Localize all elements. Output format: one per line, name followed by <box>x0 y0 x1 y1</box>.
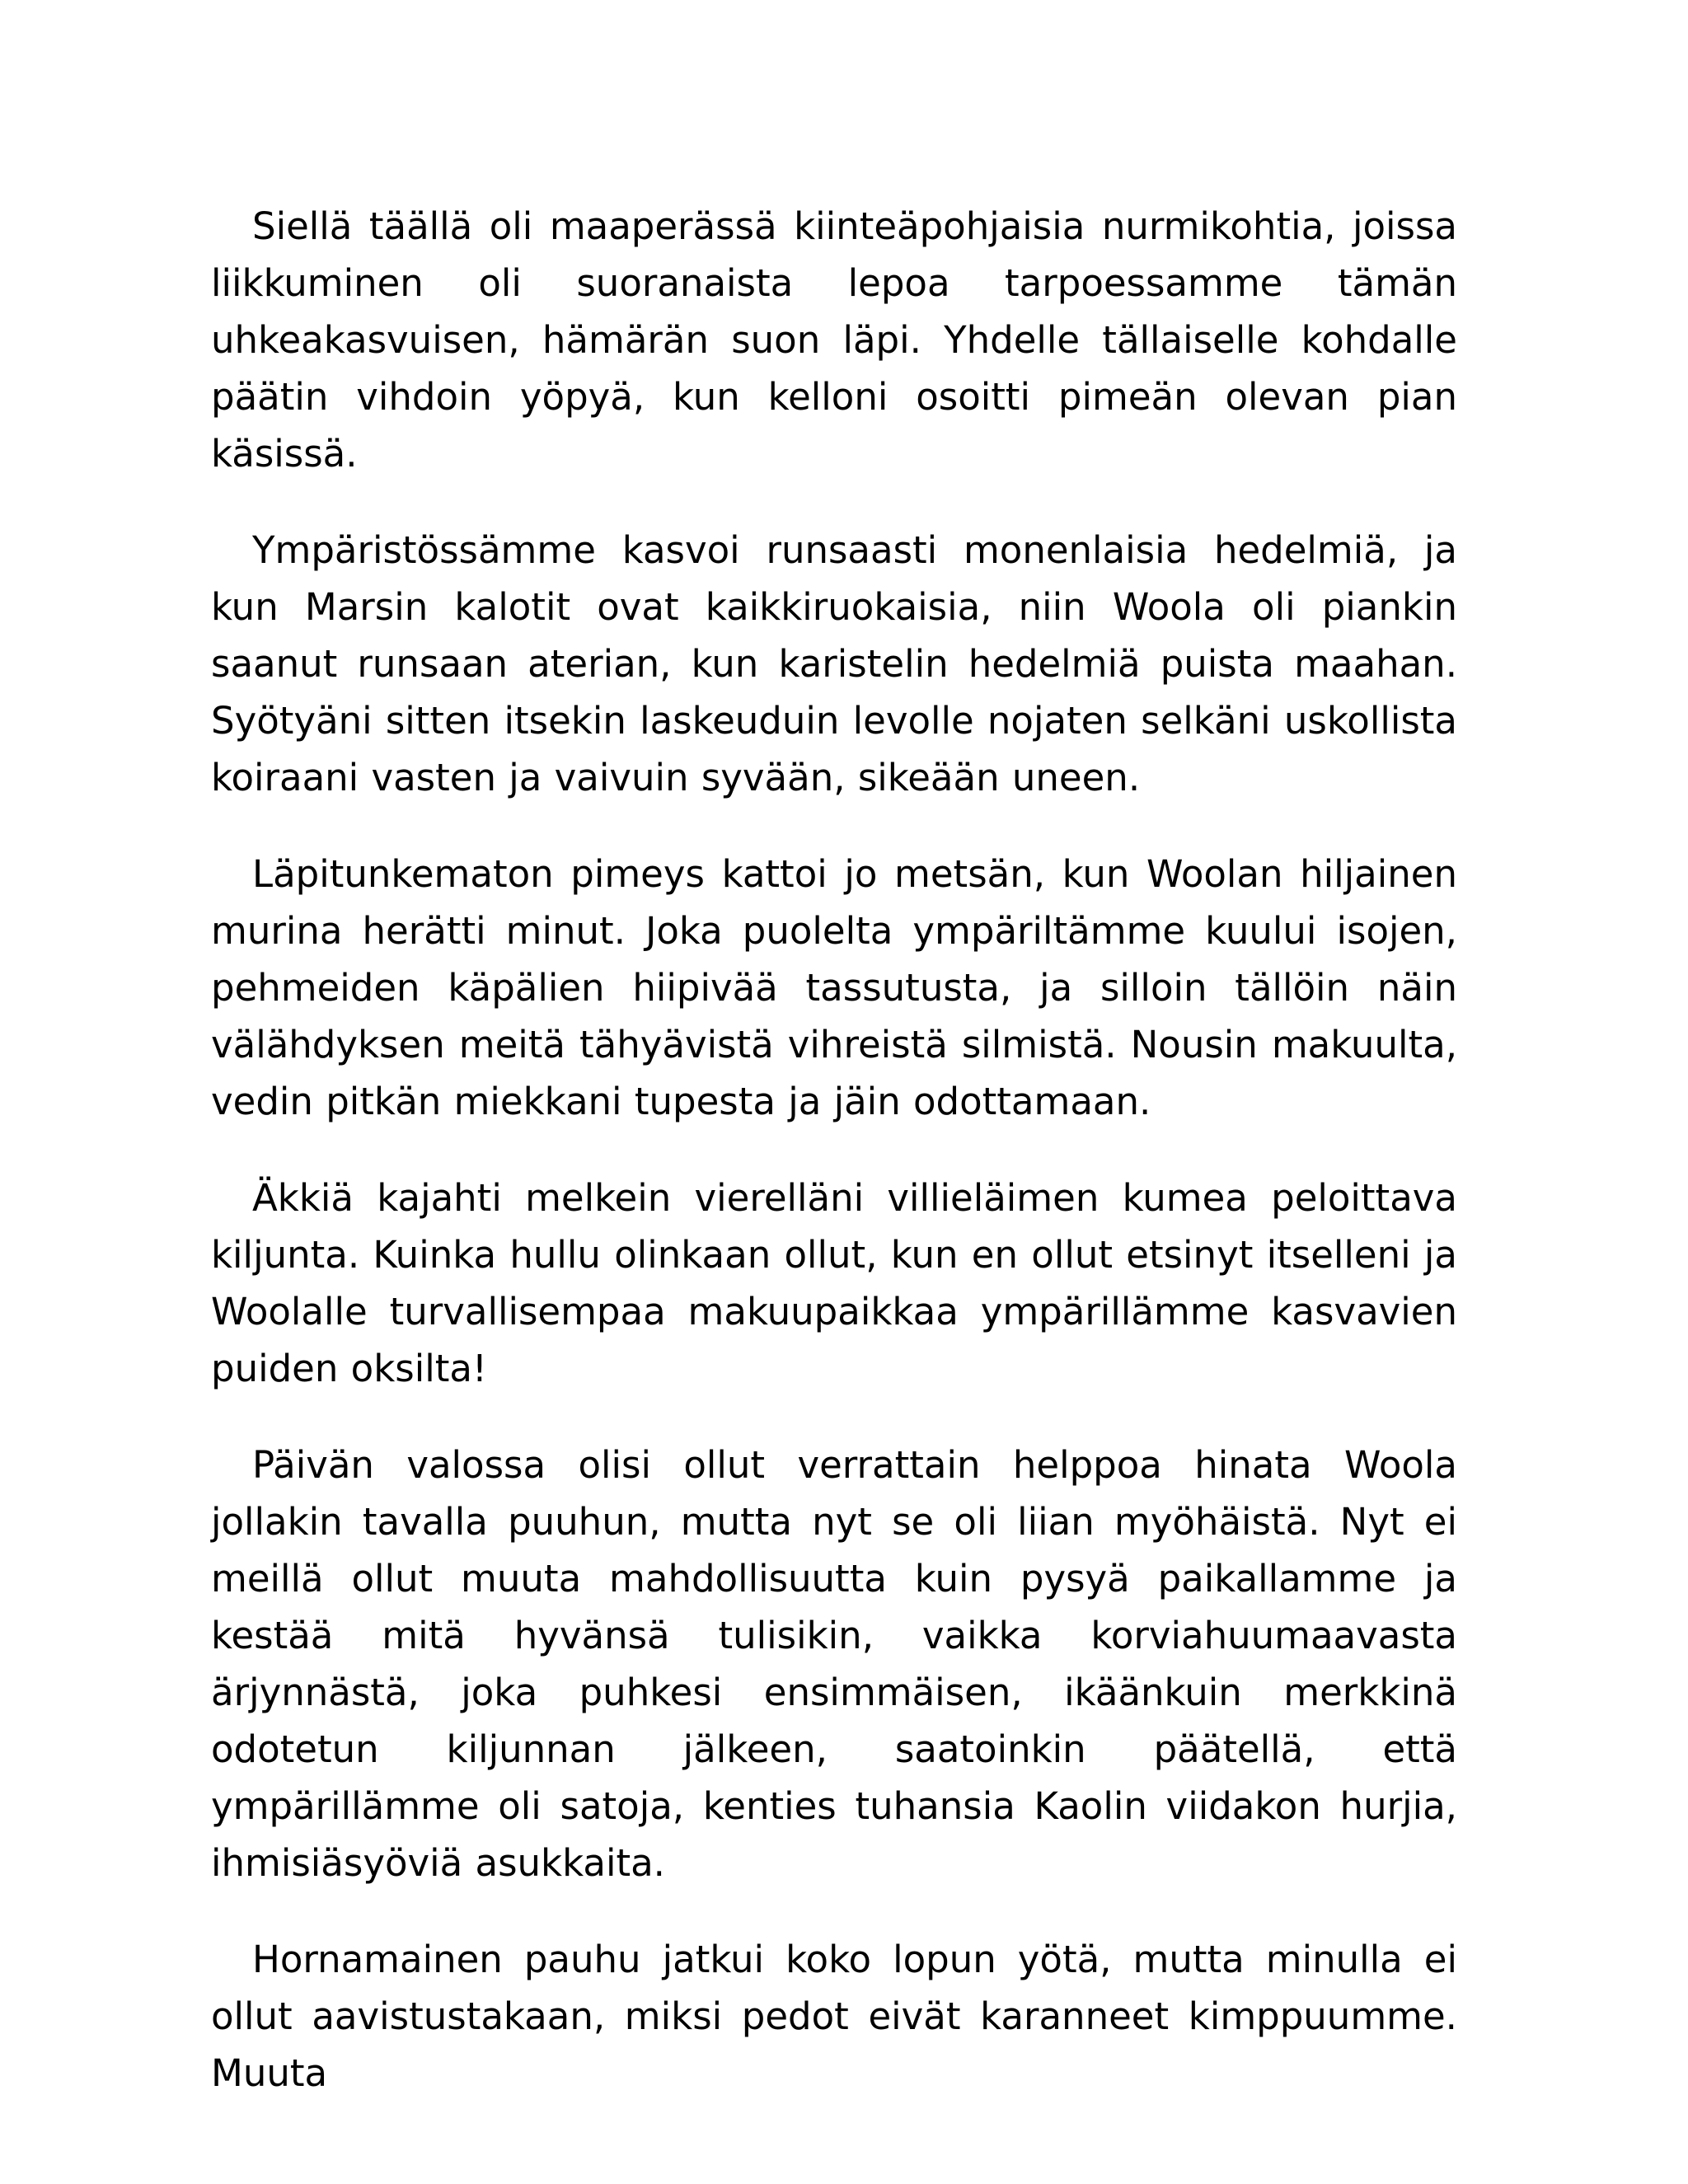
paragraph: Siellä täällä oli maaperässä kiinteäpohjaisia nurmikohtia, joissa liikkuminen oli suoranaista lepoa tarpoessamme tämän uhkeakasvuisen, hämärän suon läpi. Yhdelle tällaiselle kohdalle päätin vihdoin yöpyä, kun kelloni osoitti pimeän olevan pian käsissä. <box>211 204 1457 476</box>
paragraph-continued: Hornamainen pauhu jatkui koko lopun yötä, mutta minulla ei ollut aavistustakaan, miksi pedot eivät karanneet kimppuumme. Muuta <box>211 1938 1457 2095</box>
paragraph: Äkkiä kajahti melkein vierelläni villieläimen kumea peloittava kiljunta. Kuinka hullu olinkaan ollut, kun en ollut etsinyt itselleni ja Woolalle turvallisempaa makuupaikkaa ympärillämme kasvavien puiden oksilta! <box>211 1176 1457 1390</box>
paragraph: Ympäristössämme kasvoi runsaasti monenlaisia hedelmiä, ja kun Marsin kalotit ovat kaikkiruokaisia, niin Woola oli piankin saanut runsaan aterian, kun karistelin hedelmiä puista maahan. Syötyäni sitten itsekin laskeuduin levolle nojaten selkäni uskollista koiraani vasten ja vaivuin syvään, sikeään uneen. <box>211 528 1457 799</box>
text-column <box>211 198 1457 2141</box>
paragraph: Päivän valossa olisi ollut verrattain helppoa hinata Woola jollakin tavalla puuhun, mutta nyt se oli liian myöhäistä. Nyt ei meillä ollut muuta mahdollisuutta kuin pysyä paikallamme ja kestää mitä hyvänsä tulisikin, vaikka korviahuumaavasta ärjynnästä, joka puhkesi ensimmäisen, ikäänkuin merkkinä odotetun kiljunnan jälkeen, saatoinkin päätellä, että ympärillämme oli satoja, kenties tuhansia Kaolin viidakon hurjia, ihmisiäsyöviä asukkaita. <box>211 1443 1457 1885</box>
paragraph: Läpitunkematon pimeys kattoi jo metsän, kun Woolan hiljainen murina herätti minut. Joka puolelta ympäriltämme kuului isojen, pehmeiden käpälien hiipivää tassutusta, ja silloin tällöin näin välähdyksen meitä tähyävistä vihreistä silmistä. Nousin makuulta, vedin pitkän miekkani tupesta ja jäin odottamaan. <box>211 852 1457 1123</box>
